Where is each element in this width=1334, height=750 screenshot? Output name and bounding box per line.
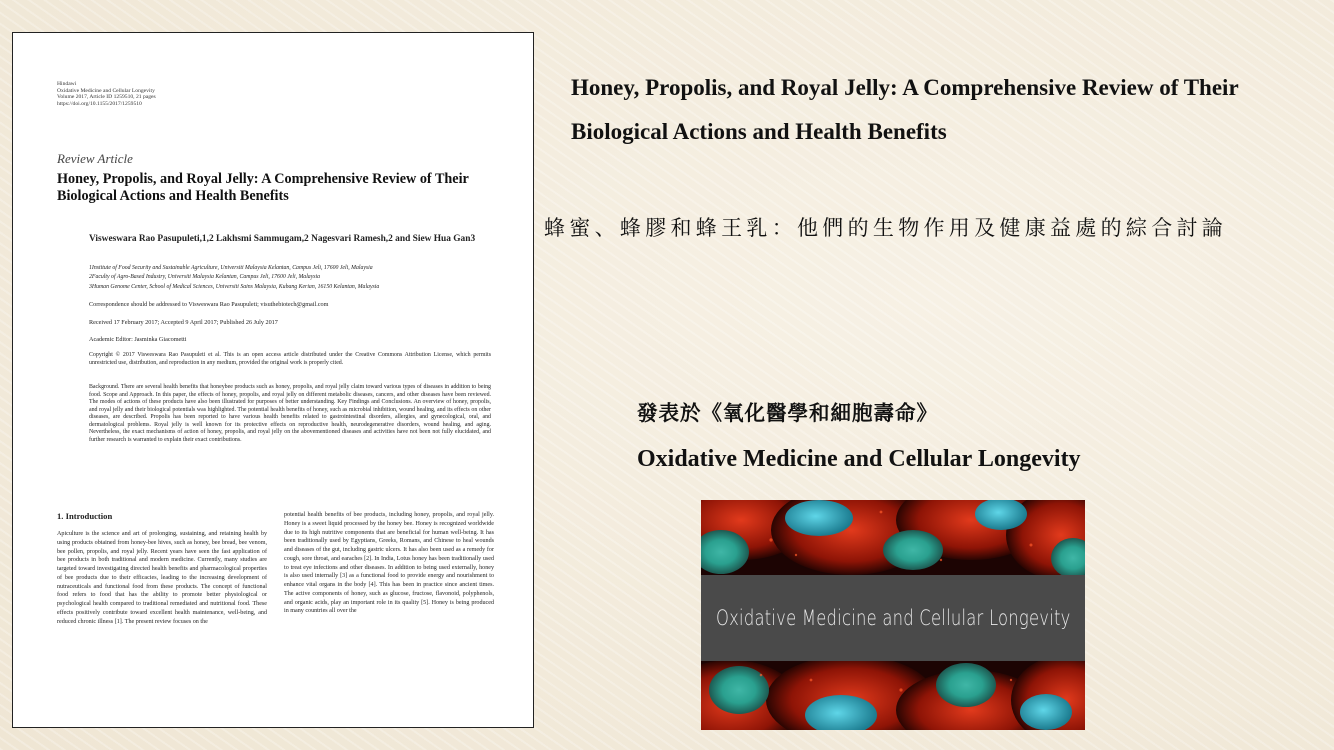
affiliation-1: 1Institute of Food Security and Sustainable Agriculture, Universiti Malaysia Kelantan, Campus Jeli, 17600 Jeli, Malaysia xyxy=(89,265,373,271)
intro-heading: 1. Introduction xyxy=(57,511,113,521)
volume-info: Volume 2017, Article ID 1259510, 21 pages xyxy=(57,94,156,101)
copyright-notice: Copyright © 2017 Visweswara Rao Pasupuleti et al. This is an open access article distributed under the Creative Commons Attribution License, which permits unrestricted use, distribution, and reproduction in any medium, provided the original work is properly cited. xyxy=(89,352,491,366)
intro-right-column: potential health benefits of bee products, including honey, propolis, and royal jelly. Honey is a sweet liquid processed by the honey bee. Honey is recognized worldwide due to its high nutritive components that are beneficial for human well-being. It has been traditionally used by Egyptians, Greeks, Romans, and Chinese to heal wounds and diseases of the gut, including gastric ulcers. It has also been used as a remedy for cough, sore throat, and earaches [2]. In India, Lotus honey has been traditionally used to treat eye infections and other diseases. In addition to being used externally, honey is also used internally [3] as a functional food to provide energy and nourishment to enhance vital organs in the body [4]. This has been in practice since ancient times. The active components of honey, such as glucose, fructose, flavonoid, polyphenols, and organic acids, play an important role in its quality [5]. Honey is being produced in many countries all over the xyxy=(284,512,494,615)
slide-title-english: Honey, Propolis, and Royal Jelly: A Comprehensive Review of Their Biological Actions and Health Benefits xyxy=(571,75,1239,144)
cover-title-band xyxy=(701,575,1085,661)
academic-editor: Academic Editor: Jasminka Giacometti xyxy=(89,336,187,343)
journal-label-english: Oxidative Medicine and Cellular Longevity xyxy=(637,446,1081,472)
cover-title: Oxidative Medicine and Cellular Longevity xyxy=(715,606,1071,630)
author-list: Visweswara Rao Pasupuleti,1,2 Lakhsmi Sammugam,2 Nagesvari Ramesh,2 and Siew Hua Gan3 xyxy=(89,234,476,244)
publication-metadata xyxy=(57,81,156,107)
journal-cover-image xyxy=(701,500,1085,730)
doi-link: https://doi.org/10.1155/2017/1259510 xyxy=(57,100,142,107)
article-type: Review Article xyxy=(57,151,133,166)
journal-label-chinese: 發表於《氧化醫學和細胞壽命》 xyxy=(637,401,938,425)
affiliations xyxy=(89,264,509,292)
slide-title-chinese: 蜂蜜、蜂膠和蜂王乳：他們的生物作用及健康益處的綜合討論 xyxy=(544,216,1228,240)
abstract: Background. There are several health benefits that honeybee products such as honey, propolis, and royal jelly claim toward various types of diseases in addition to being food. Scope and Approach. In this paper, the effects of honey, propolis, and royal jelly on different metabolic diseases, cancers, and other diseases have been reviewed. The modes of actions of these products have also been illustrated for purposes of better understanding. Key Findings and Conclusions. An overview of honey, propolis, and royal jelly and their biological potentials was highlighted. The potential health benefits of honey, such as microbial inhibition, wound healing, and its effects on other diseases, are described. Propolis has been reported to have various health benefits related to gastrointestinal disorders, allergies, and gynecological, oral, and dermatological problems. Royal jelly is well known for its protective effects on reproductive health, neurodegenerative disorders, wound healing, and aging. Nevertheless, the exact mechanisms of action of honey, propolis, and royal jelly on the abovementioned diseases and activities have not been not fully elucidated, and further research is warranted to explain their exact contributions. xyxy=(89,384,491,443)
affiliation-3: 3Human Genome Center, School of Medical Sciences, Universiti Sains Malaysia, Kubang Kerian, 16150 Kelantan, Malaysia xyxy=(89,283,380,290)
publication-dates: Received 17 February 2017; Accepted 9 April 2017; Published 26 July 2017 xyxy=(89,319,278,326)
correspondence: Correspondence should be addressed to Visweswara Rao Pasupuleti; visuthebiotech@gmail.com xyxy=(89,301,329,308)
paper-title: Honey, Propolis, and Royal Jelly: A Comprehensive Review of Their Biological Actions and Health Benefits xyxy=(57,171,469,204)
intro-left-column: Apiculture is the science and art of prolonging, sustaining, and retaining health by using products obtained from honey-bee hives, such as honey, bee bread, bee venom, bee pollen, propolis, and royal jelly. Recent years have seen the fast application of bee products in both traditional and modern medicine. Currently, many studies are targeted toward investigating directed health benefits and pharmacological properties of bee products due to their efficacies, leading to the increasing development of nutraceuticals and functional food from these products. The concept of functional food refers to food that has the ability to promote better physiological or psychological health compared to traditional remediated and nutritional food. These effects positively contribute toward excellent health maintenance, well-being, and reduced chronic illness [1]. The present review focuses on the xyxy=(57,531,267,625)
affiliation-2: 2Faculty of Agro-Based Industry, Universiti Malaysia Kelantan, Campus Jeli, 17600 Jeli, Malaysia xyxy=(89,274,321,281)
journal-name: Oxidative Medicine and Cellular Longevity xyxy=(57,87,155,94)
paper-page-image xyxy=(12,32,534,728)
publisher-name: Hindawi xyxy=(57,81,77,87)
